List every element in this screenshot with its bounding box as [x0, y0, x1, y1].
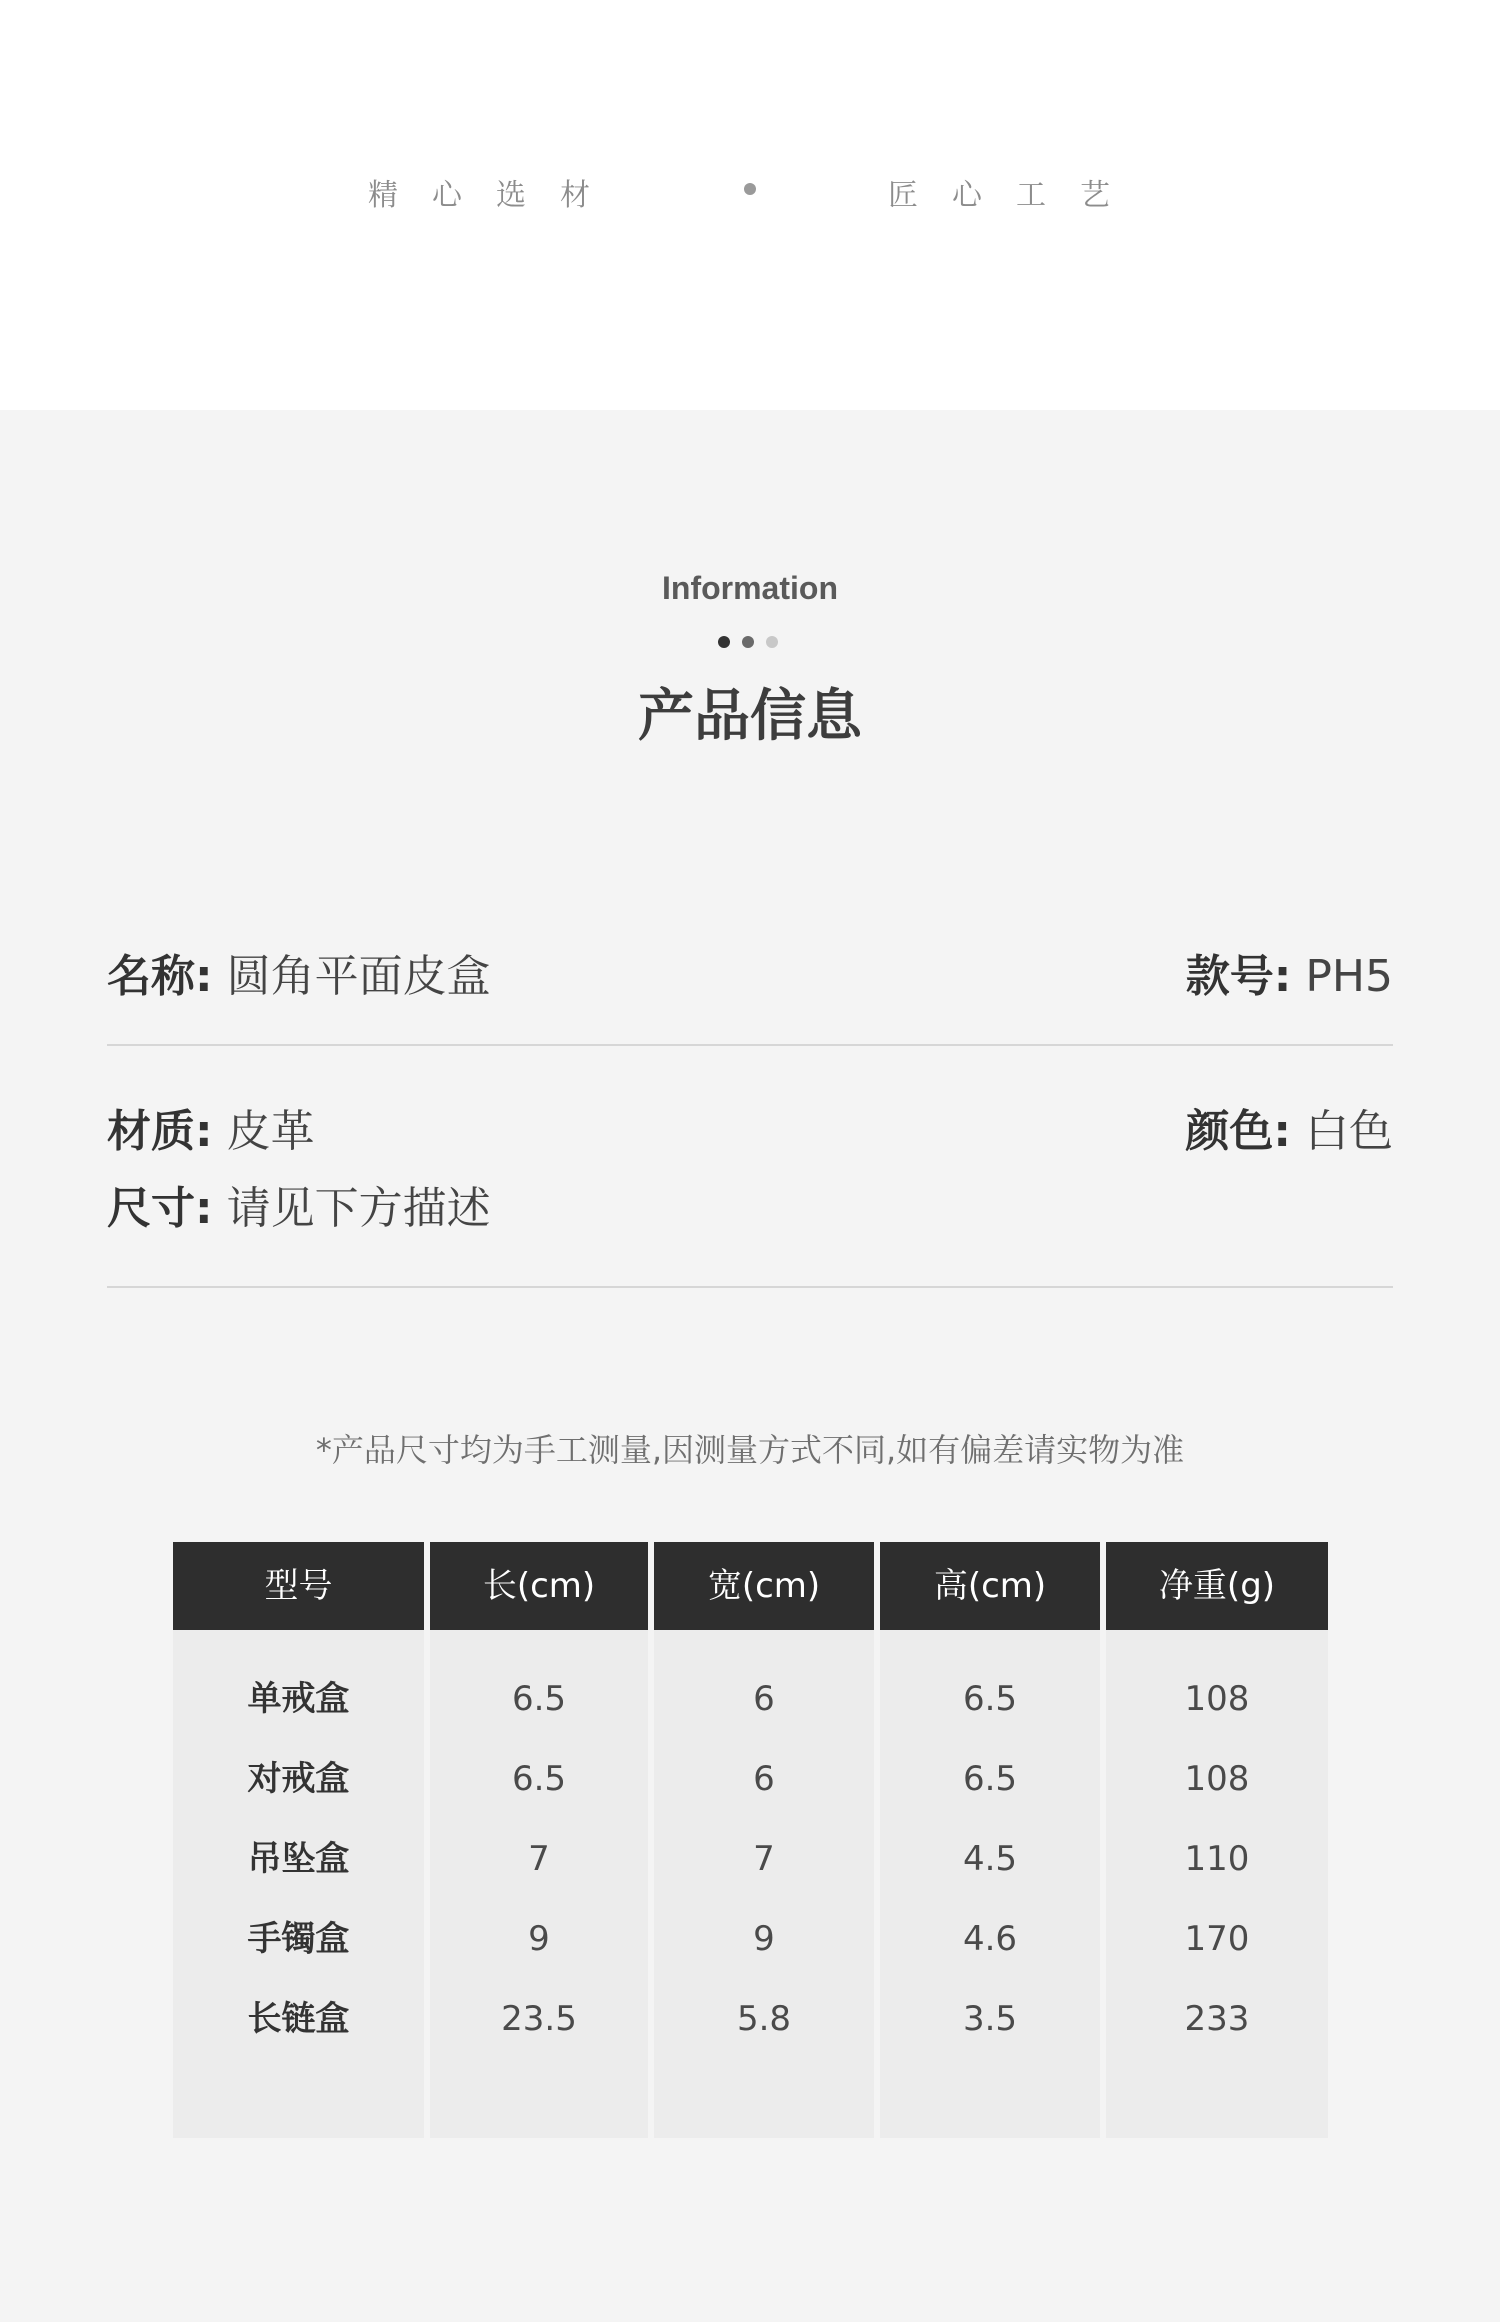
divider	[107, 1286, 1393, 1288]
table-cell: 4.6	[962, 1919, 1018, 1959]
model-value: PH5	[1305, 951, 1393, 1002]
product-model	[1186, 940, 1393, 1004]
table-cell: 6	[753, 1679, 775, 1719]
product-name	[107, 940, 491, 1004]
tagline-left: 精心选材	[368, 178, 624, 213]
table-header: 长(cm)	[430, 1542, 648, 1630]
dot-icon	[742, 636, 754, 648]
table-header: 净重(g)	[1106, 1542, 1328, 1630]
name-label: 名称:	[107, 951, 213, 1002]
table-column-length	[430, 1542, 648, 2138]
size-table	[173, 1542, 1328, 2138]
table-cell: 3.5	[962, 1999, 1018, 2039]
dot-icon	[718, 636, 730, 648]
table-header: 高(cm)	[880, 1542, 1100, 1630]
table-cell: 108	[1184, 1679, 1250, 1719]
dot-icon	[766, 636, 778, 648]
section-title: 产品信息	[638, 684, 862, 749]
product-size	[107, 1172, 491, 1236]
product-material	[107, 1095, 315, 1159]
table-cell: 9	[528, 1919, 550, 1959]
name-value: 圆角平面皮盒	[226, 951, 491, 1002]
table-cell: 6.5	[511, 1759, 567, 1799]
table-cell: 4.5	[962, 1839, 1018, 1879]
table-cell: 170	[1184, 1919, 1250, 1959]
size-value: 请见下方描述	[226, 1183, 491, 1234]
table-cell: 6.5	[962, 1759, 1018, 1799]
table-cell: 吊坠盒	[247, 1839, 350, 1879]
table-cell: 对戒盒	[247, 1759, 350, 1799]
table-cell: 233	[1184, 1999, 1250, 2039]
tagline-separator-dot	[744, 183, 756, 195]
table-cell: 23.5	[501, 1999, 577, 2039]
table-column-weight	[1106, 1542, 1328, 2138]
table-cell: 9	[753, 1919, 775, 1959]
table-cell: 手镯盒	[247, 1919, 350, 1959]
table-cell: 单戒盒	[247, 1679, 350, 1719]
table-cell: 7	[528, 1839, 550, 1879]
tagline	[0, 170, 1500, 213]
tagline-right: 匠心工艺	[888, 178, 1144, 213]
section-eyebrow: Information	[662, 570, 838, 606]
table-cell: 长链盒	[247, 1999, 350, 2039]
info-section	[0, 410, 1500, 2322]
size-label: 尺寸:	[107, 1183, 213, 1234]
table-cell: 6	[753, 1759, 775, 1799]
table-column-model	[173, 1542, 424, 2138]
table-cell: 7	[753, 1839, 775, 1879]
color-label: 颜色:	[1185, 1106, 1291, 1157]
color-value: 白色	[1305, 1106, 1393, 1157]
material-label: 材质:	[107, 1106, 213, 1157]
table-column-width	[654, 1542, 874, 2138]
material-value: 皮革	[226, 1106, 315, 1157]
table-cell: 6.5	[511, 1679, 567, 1719]
table-cell: 6.5	[962, 1679, 1018, 1719]
measurement-note: *产品尺寸均为手工测量,因测量方式不同,如有偏差请实物为准	[315, 1431, 1185, 1469]
divider	[107, 1044, 1393, 1046]
product-color	[1185, 1095, 1393, 1159]
model-label: 款号:	[1185, 951, 1292, 1002]
table-header: 型号	[173, 1542, 424, 1630]
table-header: 宽(cm)	[654, 1542, 874, 1630]
table-cell: 108	[1184, 1759, 1250, 1799]
top-banner	[0, 0, 1500, 410]
table-cell: 5.8	[736, 1999, 792, 2039]
table-column-height	[880, 1542, 1100, 2138]
table-cell: 110	[1184, 1839, 1250, 1879]
section-dots	[718, 636, 778, 650]
